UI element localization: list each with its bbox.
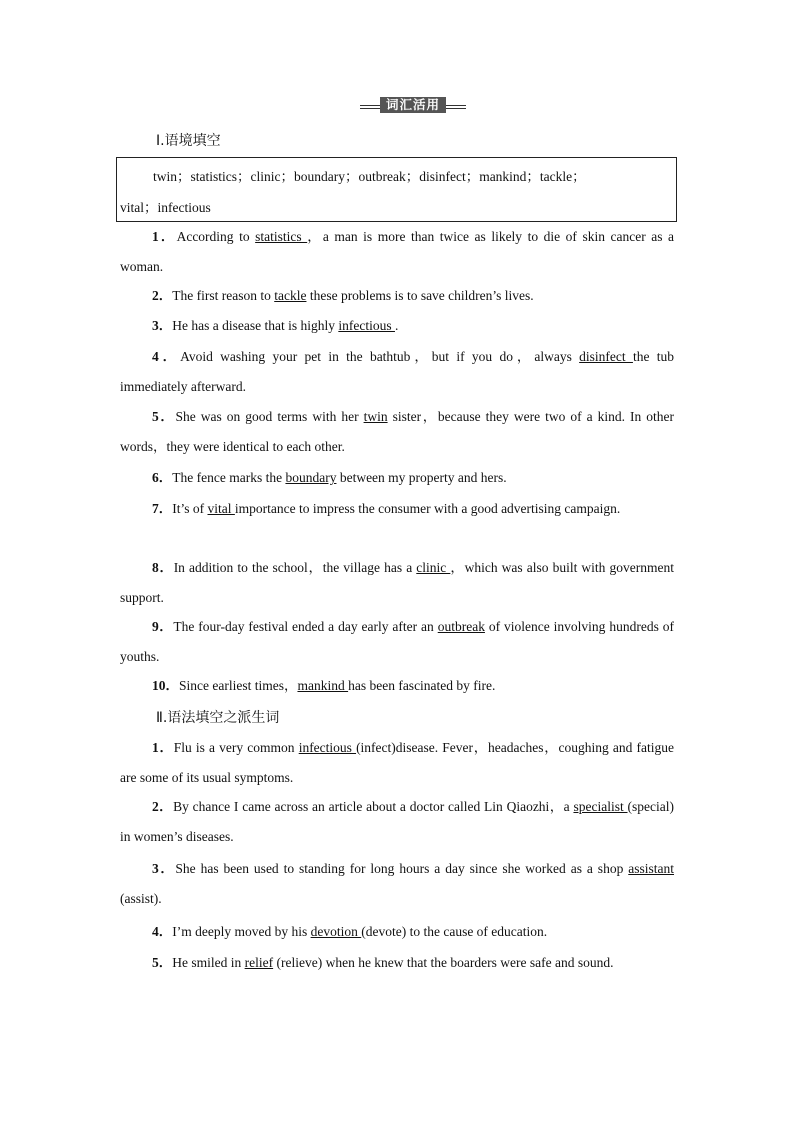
answer-blank: mankind [297,678,349,693]
item-text: (devote) to the cause of education. [361,924,548,939]
item-text: The first reason to [172,288,275,303]
answer-blank: relief [244,955,274,970]
exercise-item [120,612,674,672]
exercise-item [120,494,674,524]
item-number: 3． [152,861,176,876]
item-text: ，which was also built with government support. [120,560,674,605]
item-text: has been fascinated by fire. [348,678,496,693]
answer-blank: boundary [285,470,337,485]
item-number: 6． [152,470,173,485]
item-number: 7． [152,501,173,516]
item-text: Flu is a very common [173,740,299,755]
item-text: (relieve) when he knew that the boarders were safe and sound. [273,955,614,970]
item-number: 1． [152,740,174,755]
item-number: 10． [152,678,179,693]
answer-blank: devotion [310,924,362,939]
item-text: importance to impress the consumer with a good advertising campaign. [234,501,621,516]
exercise-item [120,281,674,311]
exercise-item [120,463,674,493]
item-text: . [394,318,399,333]
exercise-item [120,733,674,793]
item-text: In addition to the school，the village has a [173,560,417,575]
word-bank-line: twin；statistics；clinic；boundary；outbreak；disinfect；mankind；tackle； [153,169,586,184]
item-number: 4． [152,349,181,364]
item-text: Since earliest times， [179,678,298,693]
answer-blank: clinic [416,560,451,575]
item-text: ，a man is more than twice as likely to die of skin cancer as a woman. [120,229,675,274]
item-number: 2． [152,288,173,303]
answer-blank: specialist [573,799,628,814]
item-number: 1． [152,229,177,244]
item-text: these problems is to save children’s lives. [306,288,534,303]
item-text: She was on good terms with her [175,409,364,424]
item-text: He smiled in [172,955,245,970]
item-number: 2． [152,799,174,814]
answer-blank: outbreak [437,619,485,634]
exercise-item [120,311,674,341]
word-bank-line: vital；infectious [120,200,211,215]
item-number: 4． [152,924,173,939]
exercise-item [120,342,674,402]
section-heading-1: Ⅰ.语境填空 [156,133,221,149]
exercise-item [120,792,674,852]
exercise-item [120,671,674,701]
exercise-item [120,402,674,462]
item-text: She has been used to standing for long hours a day since she worked as a shop [175,861,629,876]
item-text: (assist). [120,891,162,906]
banner-title: 词汇活用 [380,97,446,113]
item-text: I’m deeply moved by his [172,924,311,939]
item-text: According to [176,229,256,244]
item-text: (infect)disease. Fever，headaches，coughing and fatigue are some of its usual symptoms. [120,740,674,785]
answer-blank: infectious [338,318,395,333]
item-text: The four-day festival ended a day early after an [173,619,438,634]
answer-blank: disinfect [579,349,633,364]
item-text: (special) in women’s diseases. [120,799,674,844]
item-text: By chance I came across an article about a doctor called Lin Qiaozhi，a [173,799,574,814]
item-text: He has a disease that is highly [172,318,339,333]
exercise-item [120,553,674,613]
item-number: 5． [152,409,176,424]
exercise-item [120,917,674,947]
exercise-item [120,222,674,282]
answer-blank: statistics [255,229,308,244]
exercise-item [120,854,674,914]
item-number: 8． [152,560,174,575]
item-text: Avoid washing your pet in the bathtub，but if you do，always [180,349,580,364]
word-bank-box [116,157,677,222]
section-heading-2: Ⅱ.语法填空之派生词 [156,710,280,726]
answer-blank: infectious [298,740,357,755]
item-number: 5． [152,955,173,970]
answer-blank: vital [207,501,235,516]
answer-blank: assistant [628,861,675,876]
section-banner [360,97,466,115]
item-text: between my property and hers. [336,470,507,485]
item-number: 9． [152,619,174,634]
item-text: It’s of [172,501,208,516]
item-number: 3． [152,318,173,333]
item-text: the tub immediately afterward. [120,349,674,394]
answer-blank: tackle [274,288,307,303]
item-text: of violence involving hundreds of youths. [120,619,675,664]
item-text: sister，because they were two of a kind. In other words，they were identical to each other. [120,409,674,454]
item-text: The fence marks the [172,470,286,485]
exercise-item [120,948,674,978]
answer-blank: twin [363,409,388,424]
